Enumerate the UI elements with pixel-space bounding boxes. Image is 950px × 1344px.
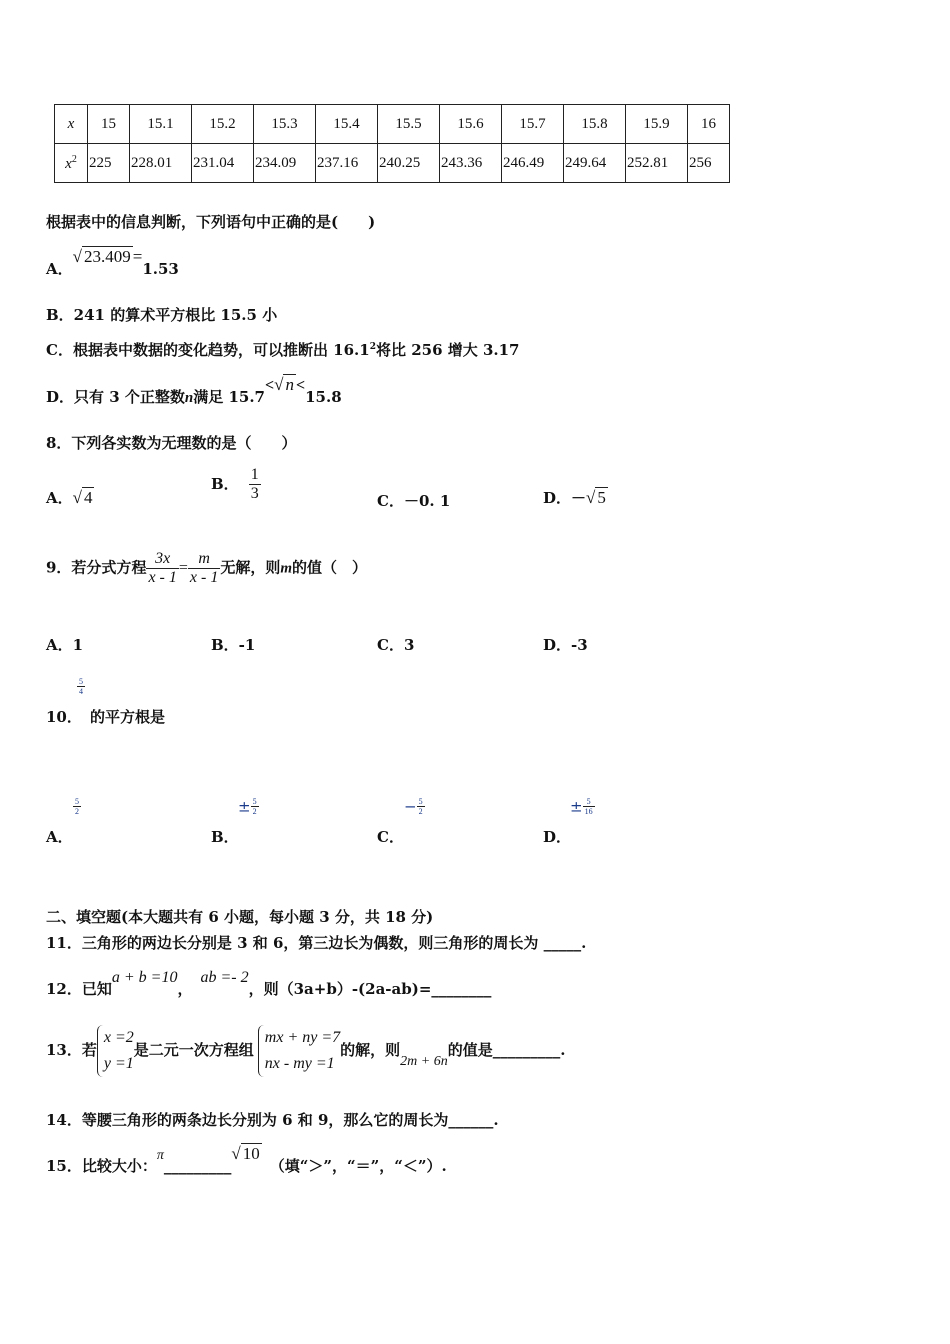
question-10-option-c-value: − $\frac{5}{2}$ — [404, 797, 423, 816]
table-header-x2: $x^2$ — [55, 144, 88, 183]
table-cell: 240.25 — [378, 144, 440, 183]
question-15: 15．比较大小：π_________√ 10（填“＞”，“＝”，“＜”）. — [46, 1144, 447, 1175]
question-8-stem: 8．下列各实数为无理数的是（ ） — [46, 434, 297, 452]
table-cell: 243.36 — [440, 144, 502, 183]
question-8-option-c: C．－0. 1 — [377, 492, 451, 510]
question-9-option-a: A．1 — [46, 636, 84, 654]
table-cell: 15.8 — [564, 105, 626, 144]
question-10-option-a-value: $\frac{5}{2}$ — [75, 797, 79, 816]
sqrt-symbol: √ 23.409 — [72, 247, 131, 266]
table-cell: 15.4 — [316, 105, 378, 144]
question-7-stem: 根据表中的信息判断，下列语句中正确的是( ) — [46, 213, 376, 231]
question-10-option-c: C． — [377, 828, 404, 846]
table-cell: 246.49 — [502, 144, 564, 183]
table-header-x: x — [55, 105, 88, 144]
question-10-number: 10． — [46, 708, 82, 726]
table-cell: 15.7 — [502, 105, 564, 144]
question-9-option-c: C．3 — [377, 636, 415, 654]
section-2-heading: 二、填空题(本大题共有 6 小题，每小题 3 分，共 18 分) — [46, 908, 434, 926]
table-cell: 237.16 — [316, 144, 378, 183]
question-14: 14．等腰三角形的两条边长分别为 6 和 9，那么它的周长为______. — [46, 1111, 499, 1129]
question-7-option-d: D．只有 3 个正整数n满足 15.7<√ n <15.8 — [46, 375, 342, 406]
table-cell: 249.64 — [564, 144, 626, 183]
table-cell: 225 — [88, 144, 130, 183]
table-cell: 15.9 — [626, 105, 688, 144]
question-10-option-b: B． — [211, 828, 239, 846]
question-10-option-d: D． — [543, 828, 572, 846]
table-cell: 15.6 — [440, 105, 502, 144]
table-row — [55, 105, 730, 144]
table-cell: 16 — [688, 105, 730, 144]
question-8-option-a: A．√ 4 — [46, 488, 93, 507]
question-12: 12．已知a + b =10，ab =- 2，则（3a+b）-(2a-ab)=________ — [46, 969, 492, 998]
table-cell: 256 — [688, 144, 730, 183]
question-7-option-a: A．√ 23.409 =1.53 — [46, 247, 179, 278]
question-13: 13．若 x =2 y =1 是二元一次方程组 mx + ny =7 nx - my =1 的解，则2m + 6n的值是_________. — [46, 1025, 565, 1077]
question-9-option-b: B．-1 — [211, 636, 256, 654]
question-9-option-d: D．-3 — [543, 636, 588, 654]
table-row — [55, 144, 730, 183]
table-cell: 228.01 — [130, 144, 192, 183]
table-cell: 15.2 — [192, 105, 254, 144]
question-10-option-d-value: ± $\frac{5}{16}$ — [570, 797, 593, 816]
table-cell: 15.3 — [254, 105, 316, 144]
question-10-option-b-value: ± $\frac{5}{2}$ — [238, 797, 257, 816]
question-7-option-b: B．241 的算术平方根比 15.5 小 — [46, 306, 278, 324]
question-7-option-c: C．根据表中数据的变化趋势，可以推断出 16.1$^2$将比 256 增大 3.17 — [46, 341, 520, 359]
question-10-fraction: $\frac{5}{4}$ — [79, 677, 83, 696]
table-cell: 15.1 — [130, 105, 192, 144]
question-9-stem: 9．若分式方程 $\frac{3x}{x - 1}$ = $\frac{m}{x - 1}$ 无解，则m的值（ ） — [46, 550, 368, 586]
squares-table — [54, 104, 730, 183]
table-cell: 231.04 — [192, 144, 254, 183]
table-cell: 252.81 — [626, 144, 688, 183]
question-11: 11．三角形的两边长分别是 3 和 6，第三边长为偶数，则三角形的周长为 _____. — [46, 934, 587, 952]
table-cell: 234.09 — [254, 144, 316, 183]
table-cell: 15.5 — [378, 105, 440, 144]
question-10-option-a: A． — [46, 828, 73, 846]
question-8-option-b: B． $\frac{1}{3}$ — [211, 466, 259, 502]
question-8-option-d: D．－√ 5 — [543, 488, 606, 507]
question-10-text: 的平方根是 — [90, 708, 166, 726]
table-cell: 15 — [88, 105, 130, 144]
